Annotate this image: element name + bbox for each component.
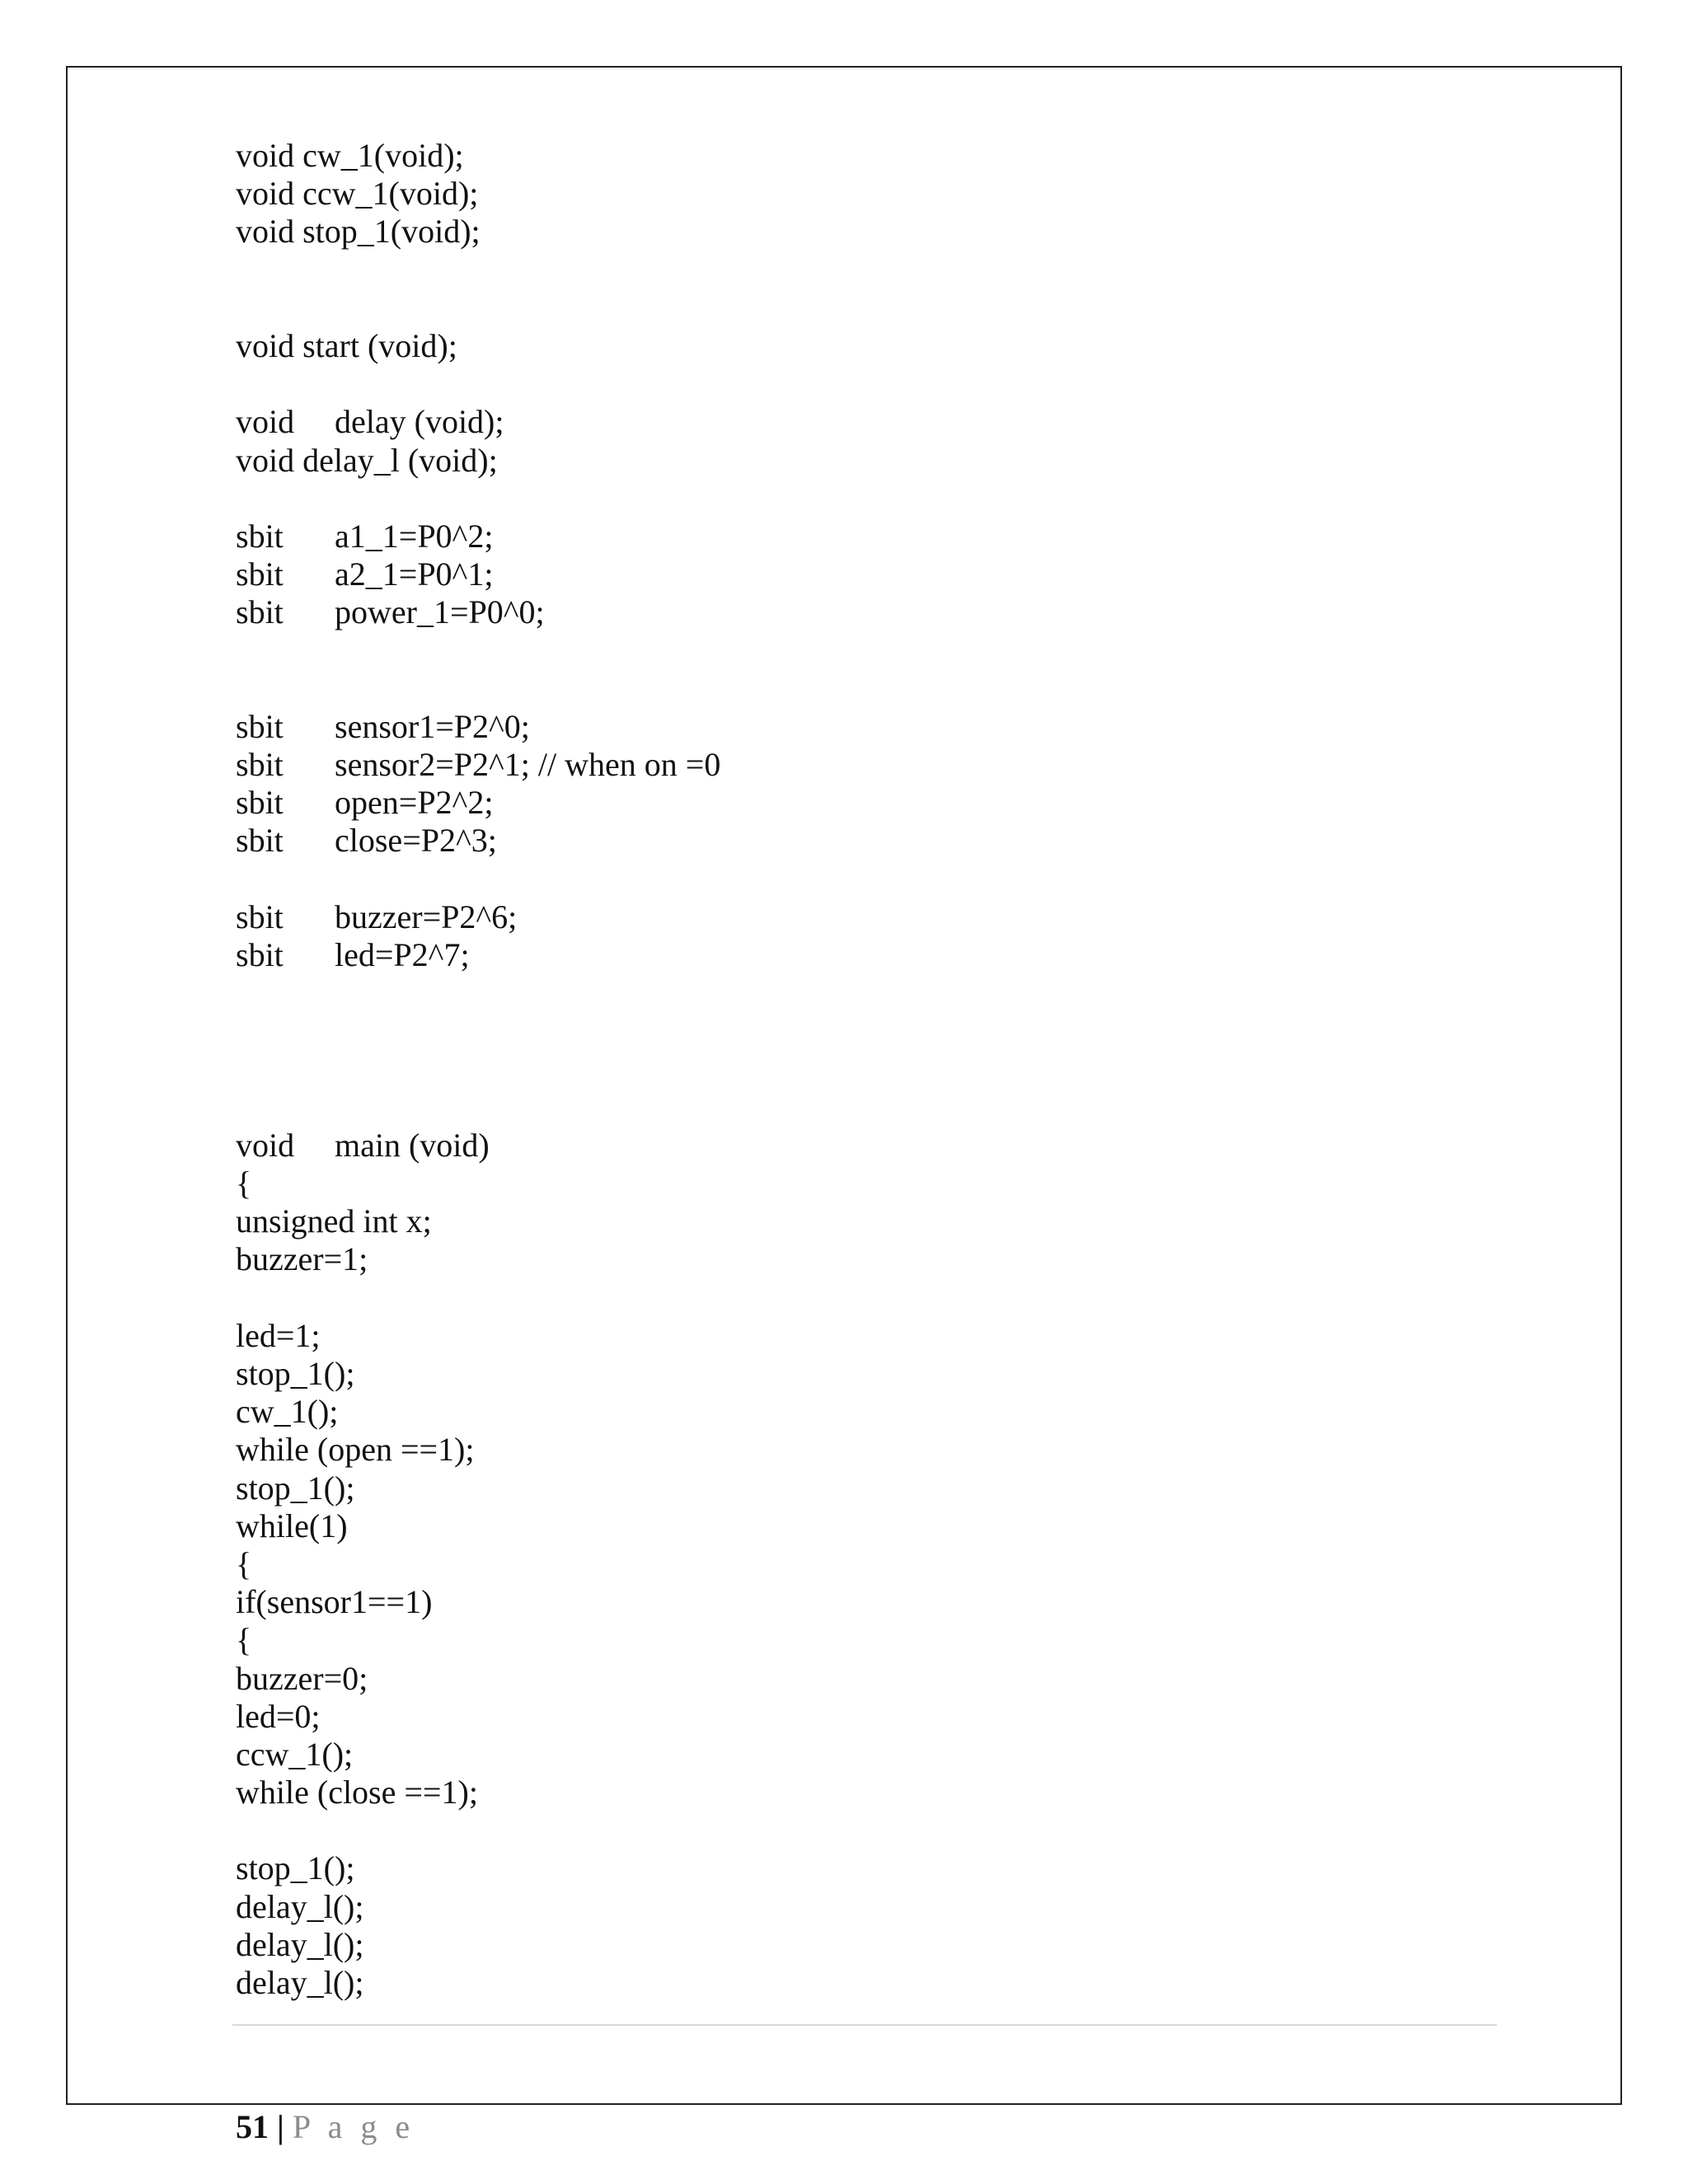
code-line: while (open ==1); <box>236 1431 475 1469</box>
blank-line <box>236 1012 720 1050</box>
blank-line <box>236 480 720 518</box>
code-line: { <box>236 1544 252 1582</box>
code-line <box>236 708 720 746</box>
blank-line <box>236 860 720 898</box>
code-line: buzzer=1; <box>236 1240 368 1278</box>
blank-line <box>236 1279 720 1317</box>
page-number: 51 <box>236 2108 269 2145</box>
blank-line <box>236 1811 720 1849</box>
code-statement: main (void) <box>335 1126 490 1164</box>
blank-line <box>236 1089 720 1127</box>
code-line: buzzer=0; <box>236 1659 368 1697</box>
blank-line <box>236 1051 720 1089</box>
code-line: cw_1(); <box>236 1393 339 1431</box>
blank-line <box>236 974 720 1012</box>
code-statement: led=P2^7; <box>335 935 470 973</box>
code-line: ccw_1(); <box>236 1735 354 1773</box>
code-line: unsigned int x; <box>236 1202 432 1240</box>
code-keyword: sbit <box>236 593 284 631</box>
blank-line <box>236 670 720 708</box>
code-keyword: sbit <box>236 707 284 745</box>
code-statement: buzzer=P2^6; <box>335 898 518 935</box>
code-line <box>236 784 720 822</box>
blank-line <box>236 251 720 289</box>
code-statement: sensor2=P2^1; // when on =0 <box>335 746 721 783</box>
blank-line <box>236 631 720 669</box>
code-line <box>236 898 720 936</box>
page-label: P a g e <box>292 2108 415 2145</box>
code-keyword: sbit <box>236 746 284 783</box>
code-line: delay_l(); <box>236 1964 364 2001</box>
code-line <box>236 593 720 631</box>
code-keyword: sbit <box>236 784 284 822</box>
page-footer <box>236 2108 415 2146</box>
code-line: void stop_1(void); <box>236 213 481 251</box>
code-keyword: sbit <box>236 822 284 860</box>
code-statement: a1_1=P0^2; <box>335 517 494 555</box>
code-line: if(sensor1==1) <box>236 1583 433 1621</box>
code-keyword: sbit <box>236 898 284 935</box>
code-line: void delay_l (void); <box>236 441 498 479</box>
blank-line <box>236 365 720 403</box>
code-line: while(1) <box>236 1507 348 1544</box>
code-line <box>236 822 720 860</box>
code-line: stop_1(); <box>236 1469 355 1507</box>
code-line: void ccw_1(void); <box>236 175 479 213</box>
blank-line <box>236 289 720 327</box>
code-statement: open=P2^2; <box>335 784 494 822</box>
code-line: delay_l(); <box>236 1925 364 1963</box>
code-line <box>236 1127 720 1165</box>
code-statement: power_1=P0^0; <box>335 593 545 631</box>
code-keyword: sbit <box>236 555 284 593</box>
code-line: led=0; <box>236 1697 321 1735</box>
code-line: while (close ==1); <box>236 1774 478 1811</box>
code-line <box>236 403 720 441</box>
code-line <box>236 936 720 974</box>
code-line: { <box>236 1621 252 1659</box>
code-statement: a2_1=P0^1; <box>335 555 494 593</box>
code-line: { <box>236 1165 252 1202</box>
code-line: stop_1(); <box>236 1355 355 1392</box>
code-line <box>236 746 720 784</box>
code-statement: sensor1=P2^0; <box>335 707 530 745</box>
footer-separator: | <box>277 2108 284 2145</box>
code-line <box>236 555 720 593</box>
code-keyword: void <box>236 1126 295 1164</box>
code-line: void start (void); <box>236 326 457 364</box>
code-statement: close=P2^3; <box>335 822 497 860</box>
footer-divider <box>232 2024 1497 2026</box>
code-statement: delay (void); <box>335 403 504 441</box>
code-line: led=1; <box>236 1316 321 1354</box>
code-line: delay_l(); <box>236 1887 364 1925</box>
code-keyword: sbit <box>236 935 284 973</box>
code-line: stop_1(); <box>236 1849 355 1887</box>
code-line <box>236 518 720 555</box>
code-line: void cw_1(void); <box>236 137 464 174</box>
code-listing <box>236 137 720 2002</box>
code-keyword: sbit <box>236 517 284 555</box>
code-keyword: void <box>236 403 295 441</box>
